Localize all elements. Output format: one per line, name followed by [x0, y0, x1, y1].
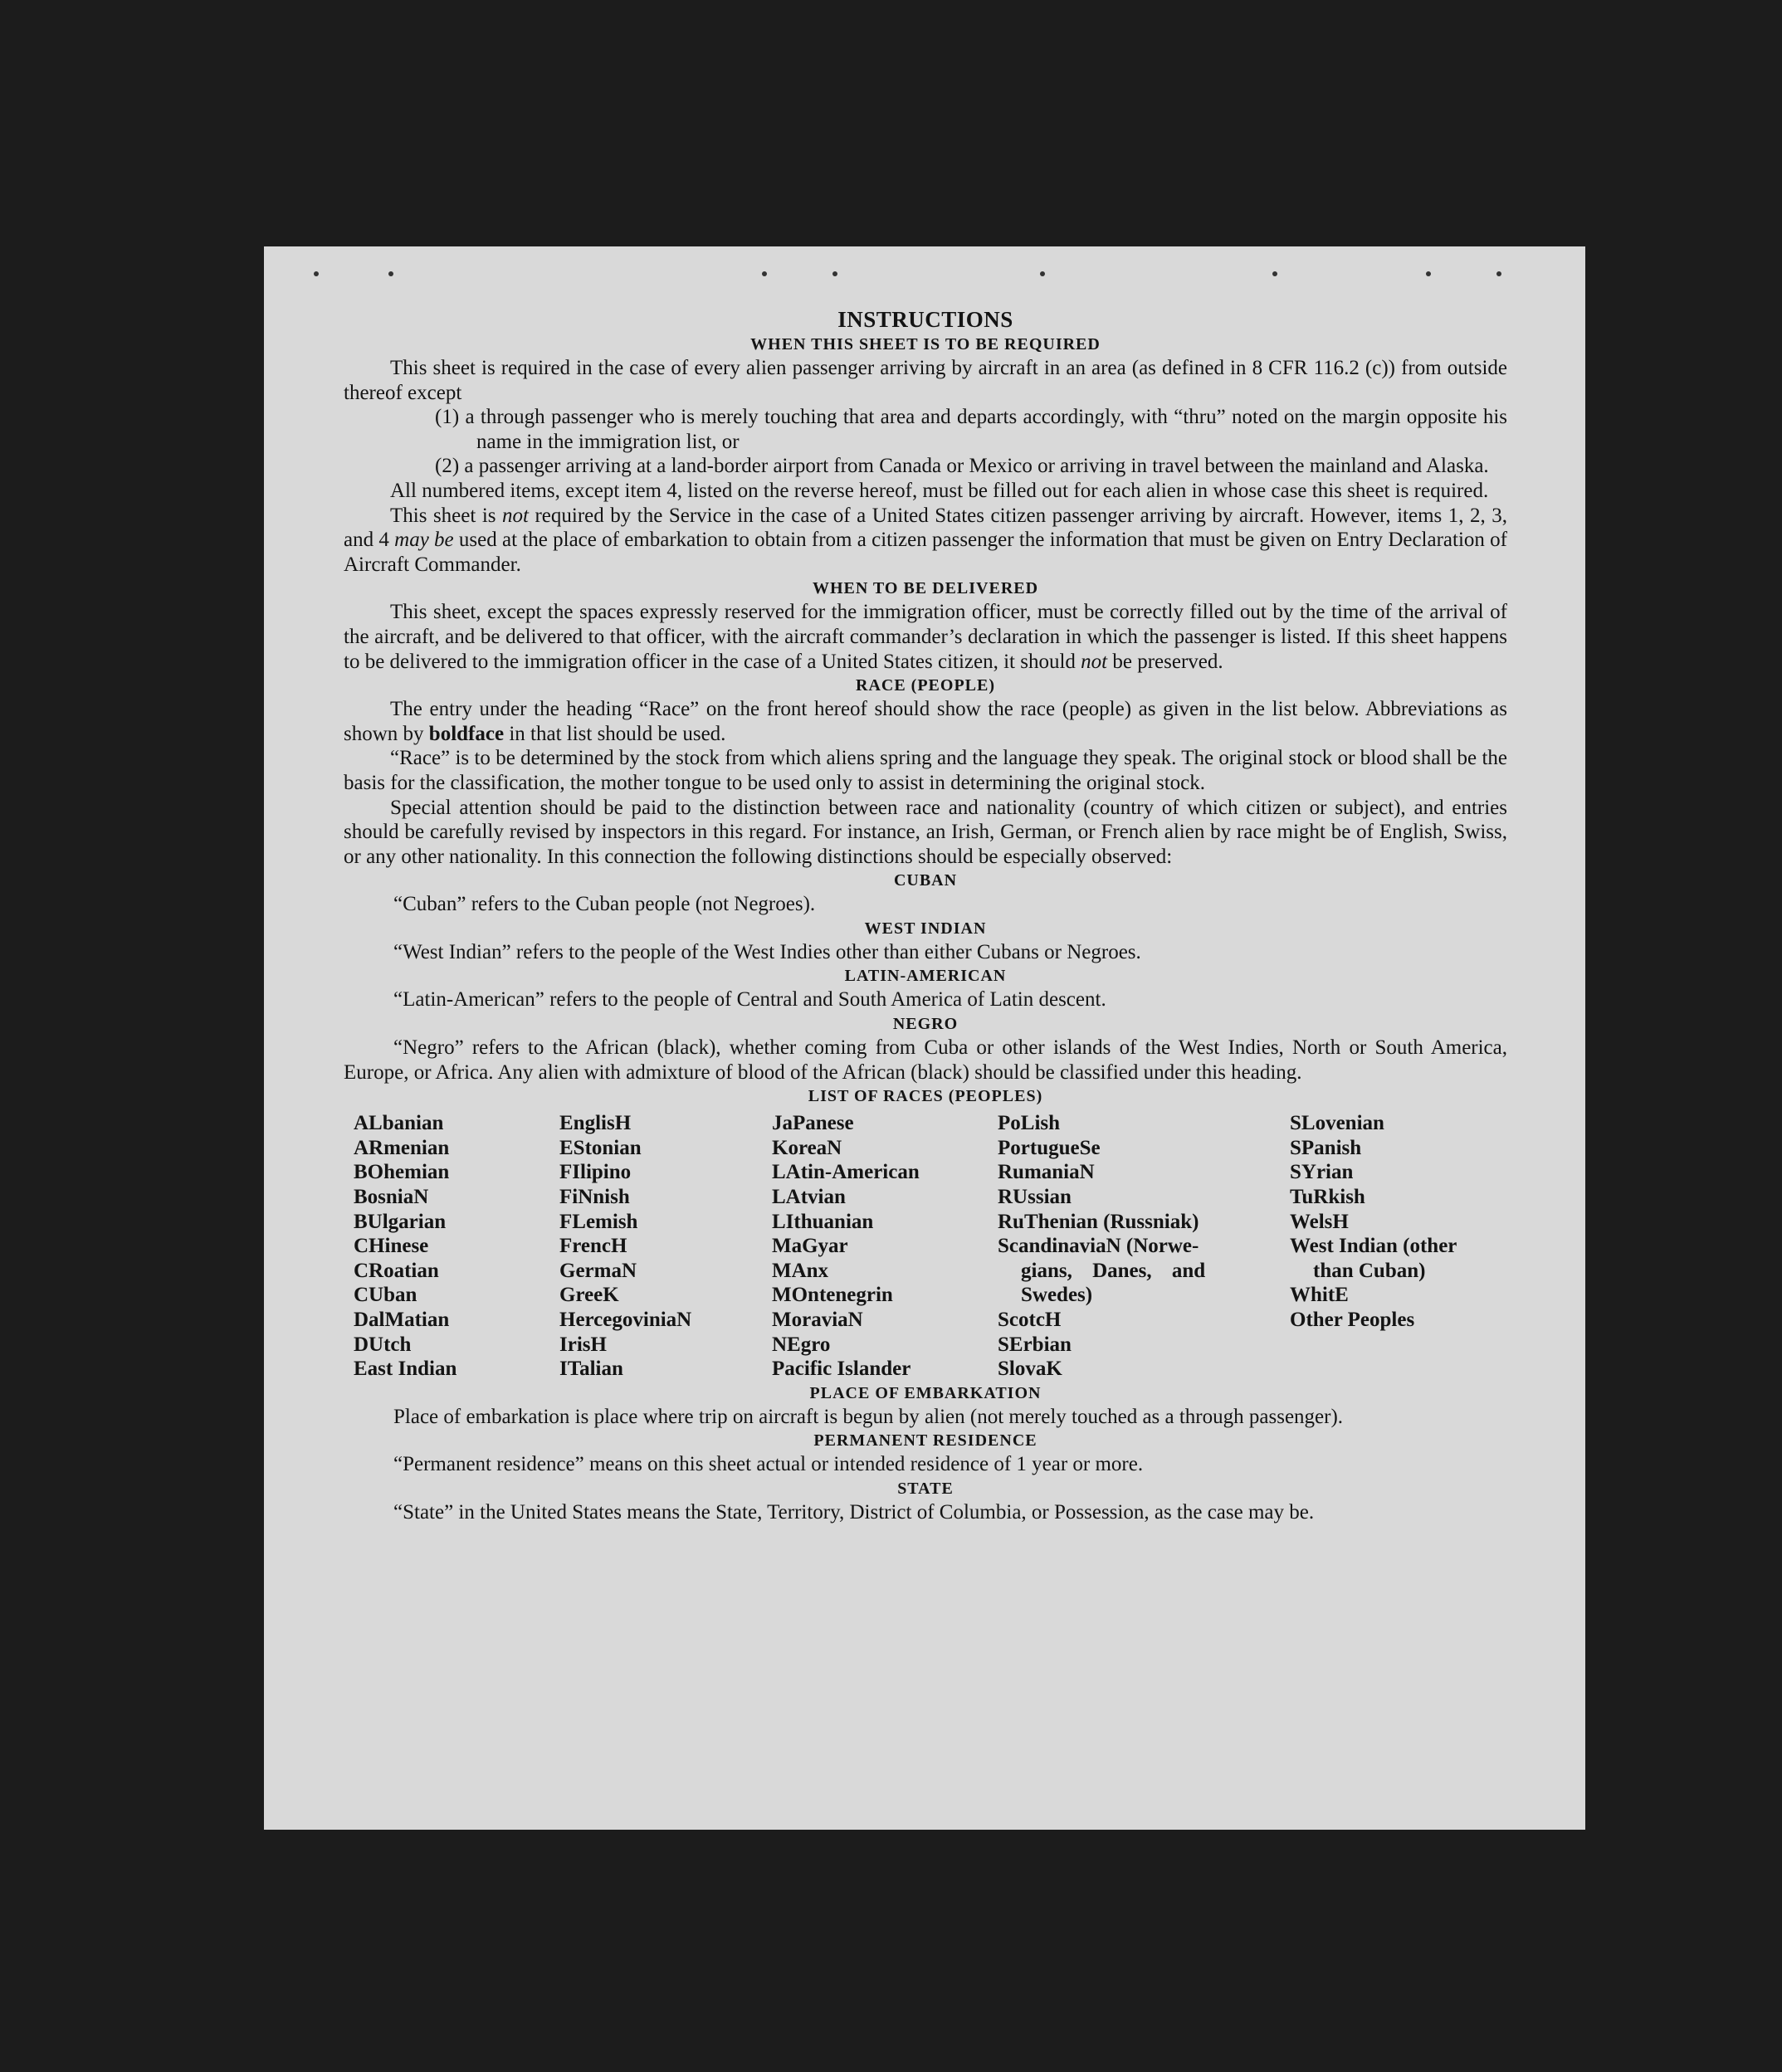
- race-entry: ARmenian: [354, 1136, 450, 1159]
- race-entry: RumaniaN: [998, 1161, 1095, 1184]
- race-entry: TuRkish: [1290, 1186, 1365, 1209]
- text-run: used at the place of embarkation to obtain from a citizen passenger the information that must be given on Entry Declaration of Aircraft Commander.: [344, 529, 1508, 576]
- race-entry: LIthuanian: [772, 1210, 874, 1233]
- dot: [1496, 271, 1501, 276]
- race-entry: WelsH: [1290, 1210, 1349, 1233]
- para-race-stock: “Race” is to be determined by the stock from which aliens spring and the language they speak. The original stock or blood shall be the basis for the classification, the mother tongue to be used only to assist in determining the original stock.: [344, 747, 1507, 794]
- race-list: [354, 1111, 1507, 1382]
- para-citizen: [344, 504, 1507, 578]
- race-entry: CRoatian: [354, 1259, 439, 1282]
- emphasis: not: [1081, 650, 1108, 673]
- race-entry: CUban: [354, 1284, 417, 1307]
- page-title: INSTRUCTIONS: [837, 307, 1013, 332]
- race-entry: KoreaN: [772, 1136, 842, 1159]
- race-entry: RuThenian (Russniak): [998, 1210, 1199, 1233]
- race-entry-continued: gians, Danes, and: [1021, 1259, 1206, 1282]
- heading-when-required: WHEN THIS SHEET IS TO BE REQUIRED: [750, 335, 1101, 353]
- race-entry: GreeK: [559, 1284, 619, 1307]
- race-entry: ITalian: [559, 1358, 623, 1381]
- text-run: in that list should be used.: [509, 722, 726, 745]
- dot: [1426, 271, 1431, 276]
- bold-word: boldface: [428, 722, 505, 745]
- text-run: required by the Service in the case of a United States citizen passenger arriving by aircraft. However, items 1, 2, 3, and 4: [344, 504, 1508, 552]
- race-column-1: [354, 1111, 559, 1382]
- text-run: The entry under the heading “Race” on the front hereof should show the race (people) as given in the list below. Abbreviations as shown by: [344, 698, 1507, 745]
- race-entry: JaPanese: [772, 1112, 854, 1135]
- list-item-1: (1) a through passenger who is merely touching that area and departs accordingly, with “thru” noted on the margin opposite his name in the immigration list, or: [435, 406, 1507, 453]
- para-delivered: [344, 600, 1507, 674]
- heading-permanent-residence: PERMANENT RESIDENCE: [813, 1431, 1037, 1450]
- race-entry: PortugueSe: [998, 1136, 1101, 1159]
- emphasis: may be: [394, 529, 454, 552]
- race-entry: BOhemian: [354, 1161, 450, 1184]
- race-entry: PoLish: [998, 1112, 1061, 1135]
- para-race-entry: [344, 697, 1507, 746]
- race-entry: FIlipino: [559, 1161, 632, 1184]
- race-entry-continued: than Cuban): [1313, 1259, 1426, 1282]
- para-numbered-items: All numbered items, except item 4, listed on the reverse hereof, must be filled out for each alien in whose case this sheet is required.: [390, 479, 1489, 502]
- race-entry: GermaN: [559, 1259, 637, 1282]
- race-entry: ScandinaviaN (Norwe-: [998, 1235, 1199, 1258]
- text-run: This sheet, except the spaces expressly reserved for the immigration officer, must be correctly filled out by the time of the arrival of the aircraft, and be delivered to that officer, with the aircraft commander’s declaration in which the passenger is listed. If this sheet happens to be delivered to the immigration officer in the case of a United States citizen, it should: [344, 601, 1507, 673]
- race-entry: SLovenian: [1290, 1112, 1384, 1135]
- dot: [1040, 271, 1045, 276]
- race-entry: MoraviaN: [772, 1309, 863, 1331]
- race-entry: Pacific Islander: [772, 1358, 911, 1381]
- race-entry: SErbian: [998, 1333, 1072, 1356]
- race-entry: SYrian: [1290, 1161, 1354, 1184]
- race-entry: West Indian (other: [1290, 1235, 1457, 1258]
- race-entry: ScotcH: [998, 1309, 1062, 1331]
- para-residence: “Permanent residence” means on this sheet actual or intended residence of 1 year or more.: [393, 1453, 1144, 1476]
- race-entry: EnglisH: [559, 1112, 632, 1135]
- race-entry: WhitE: [1290, 1284, 1349, 1307]
- race-entry: ALbanian: [354, 1112, 444, 1135]
- race-entry: MAnx: [772, 1259, 829, 1282]
- race-entry: FLemish: [559, 1210, 638, 1233]
- race-entry: LAtin-American: [772, 1161, 920, 1184]
- race-entry: MaGyar: [772, 1235, 848, 1258]
- race-entry: FiNnish: [559, 1186, 630, 1209]
- dot: [832, 271, 837, 276]
- heading-west-indian: WEST INDIAN: [864, 919, 987, 938]
- race-entry: RUssian: [998, 1186, 1072, 1209]
- list-item-2: (2) a passenger arriving at a land-border airport from Canada or Mexico or arriving in travel between the mainland and Alaska.: [435, 455, 1489, 478]
- emphasis: not: [502, 504, 529, 527]
- punch-hole-dots: [264, 271, 1585, 280]
- race-entry-continued: Swedes): [1021, 1284, 1093, 1307]
- race-entry: FrencH: [559, 1235, 627, 1258]
- heading-cuban: CUBAN: [893, 871, 958, 890]
- race-entry: Other Peoples: [1290, 1309, 1415, 1331]
- race-entry: HercegoviniaN: [559, 1309, 692, 1331]
- instruction-sheet: [264, 246, 1585, 1830]
- heading-negro: NEGRO: [892, 1015, 959, 1034]
- dot: [388, 271, 393, 276]
- para-race-nationality: Special attention should be paid to the distinction between race and nationality (country of which citizen or subject), and entries should be carefully revised by inspectors in this regard. For instance, an Irish, German, or French alien by race might be of English, Swiss, or any other nationality. In this connection the following distinctions should be especially observed:: [344, 796, 1507, 868]
- para-west-indian: “West Indian” refers to the people of the West Indies other than either Cubans or Negroes.: [393, 940, 1141, 963]
- para-cuban: “Cuban” refers to the Cuban people (not Negroes).: [393, 893, 816, 916]
- race-column-5: [1290, 1111, 1497, 1382]
- text-run: be preserved.: [1112, 650, 1223, 673]
- heading-race: RACE (PEOPLE): [856, 676, 995, 695]
- race-entry: BosniaN: [354, 1186, 429, 1209]
- race-entry: EStonian: [559, 1136, 642, 1159]
- heading-when-delivered: WHEN TO BE DELIVERED: [812, 579, 1039, 598]
- para-latin-american: “Latin-American” refers to the people of Central and South America of Latin descent.: [393, 988, 1106, 1012]
- heading-list-of-races: LIST OF RACES (PEOPLES): [808, 1087, 1043, 1106]
- heading-state: STATE: [897, 1479, 954, 1498]
- race-entry: SPanish: [1290, 1136, 1362, 1159]
- dot: [314, 271, 319, 276]
- race-entry: BUlgarian: [354, 1210, 447, 1233]
- para-required-intro: This sheet is required in the case of every alien passenger arriving by aircraft in an area (as defined in 8 CFR 116.2 (c)) from outside thereof except: [344, 357, 1507, 404]
- race-entry: NEgro: [772, 1333, 831, 1356]
- text-run: This sheet is: [390, 504, 496, 527]
- race-entry: MOntenegrin: [772, 1284, 893, 1307]
- race-column-4: [998, 1111, 1290, 1382]
- dot: [1272, 271, 1277, 276]
- para-embarkation: Place of embarkation is place where trip on aircraft is begun by alien (not merely touched as a through passenger).: [393, 1405, 1344, 1428]
- race-entry: DalMatian: [354, 1309, 450, 1331]
- dot: [762, 271, 767, 276]
- race-entry: LAtvian: [772, 1186, 846, 1209]
- para-state: “State” in the United States means the State, Territory, District of Columbia, or Possession, as the case may be.: [393, 1500, 1315, 1524]
- race-entry: East Indian: [354, 1358, 457, 1381]
- race-entry: CHinese: [354, 1235, 429, 1258]
- race-column-2: [559, 1111, 772, 1382]
- heading-place-of-embarkation: PLACE OF EMBARKATION: [809, 1383, 1042, 1402]
- para-negro: “Negro” refers to the African (black), whether coming from Cuba or other islands of the West Indies, North or South America, Europe, or Africa. Any alien with admixture of blood of the African (black) should be classified under this heading.: [344, 1036, 1507, 1084]
- race-entry: SlovaK: [998, 1358, 1062, 1381]
- heading-latin-american: LATIN-AMERICAN: [844, 967, 1007, 986]
- race-column-3: [772, 1111, 998, 1382]
- race-entry: IrisH: [559, 1333, 607, 1356]
- race-entry: DUtch: [354, 1333, 412, 1356]
